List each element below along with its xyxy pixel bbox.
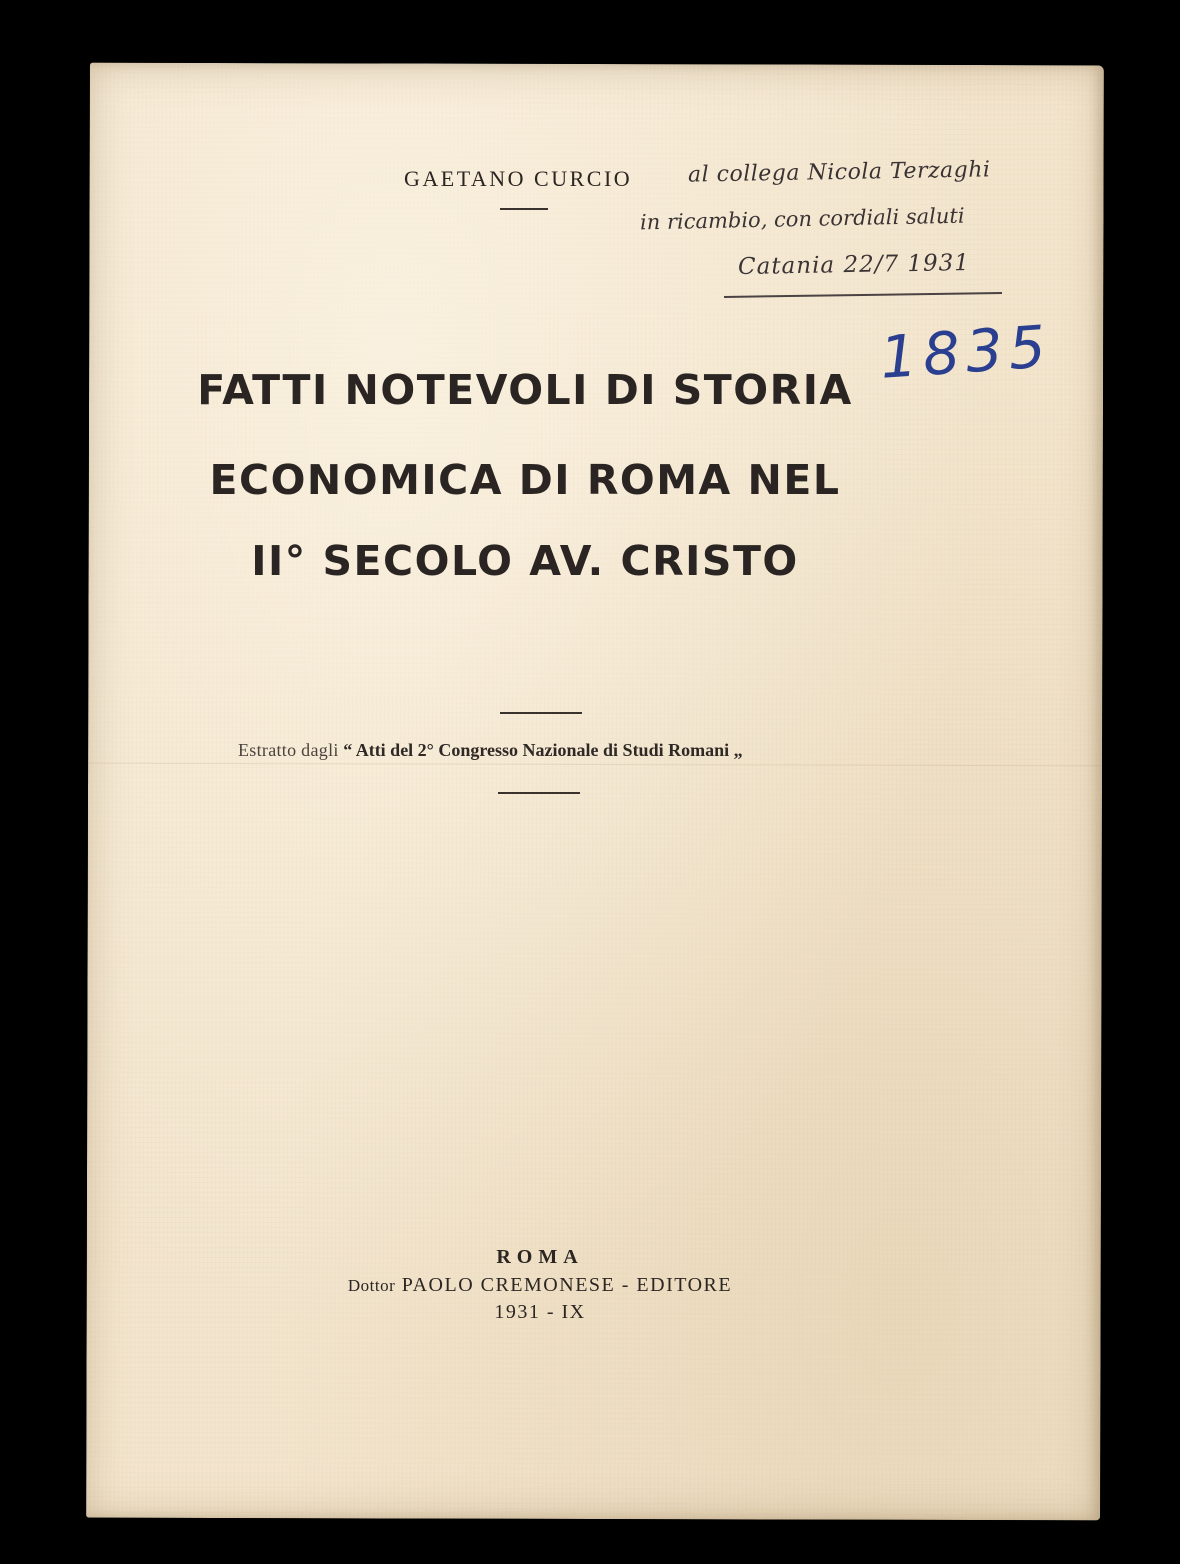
extract-source: “ Atti del 2° Congresso Nazionale di Studi Romani „ xyxy=(343,740,743,760)
imprint-publisher-line xyxy=(240,1274,840,1297)
extract-rule-bottom xyxy=(498,792,580,794)
imprint-publisher-prefix: Dottor xyxy=(347,1276,396,1295)
title-line-3: II° SECOLO AV. CRISTO xyxy=(251,537,799,585)
author-rule xyxy=(500,208,548,210)
title-line-1: FATTI NOTEVOLI DI STORIA xyxy=(197,366,853,414)
inscription-underline xyxy=(724,292,1002,297)
inscription-line-3: Catania 22/7 1931 xyxy=(737,249,971,281)
imprint-date: 1931 - IX xyxy=(494,1301,586,1323)
title-line-2: ECONOMICA DI ROMA NEL xyxy=(209,456,841,504)
inscription-line-1: al collega Nicola Terzaghi xyxy=(687,157,991,188)
extract-lead: Estratto dagli xyxy=(238,740,339,760)
shelf-number: 1835 xyxy=(877,312,1054,392)
extract-rule-top xyxy=(500,712,582,714)
extract-note xyxy=(238,740,898,761)
author-name: GAETANO CURCIO xyxy=(404,166,633,191)
inscription-line-2: in ricambio, con cordiali saluti xyxy=(639,203,965,235)
imprint-publisher: PAOLO CREMONESE - EDITORE xyxy=(401,1274,733,1296)
imprint-city: ROMA xyxy=(496,1246,584,1268)
